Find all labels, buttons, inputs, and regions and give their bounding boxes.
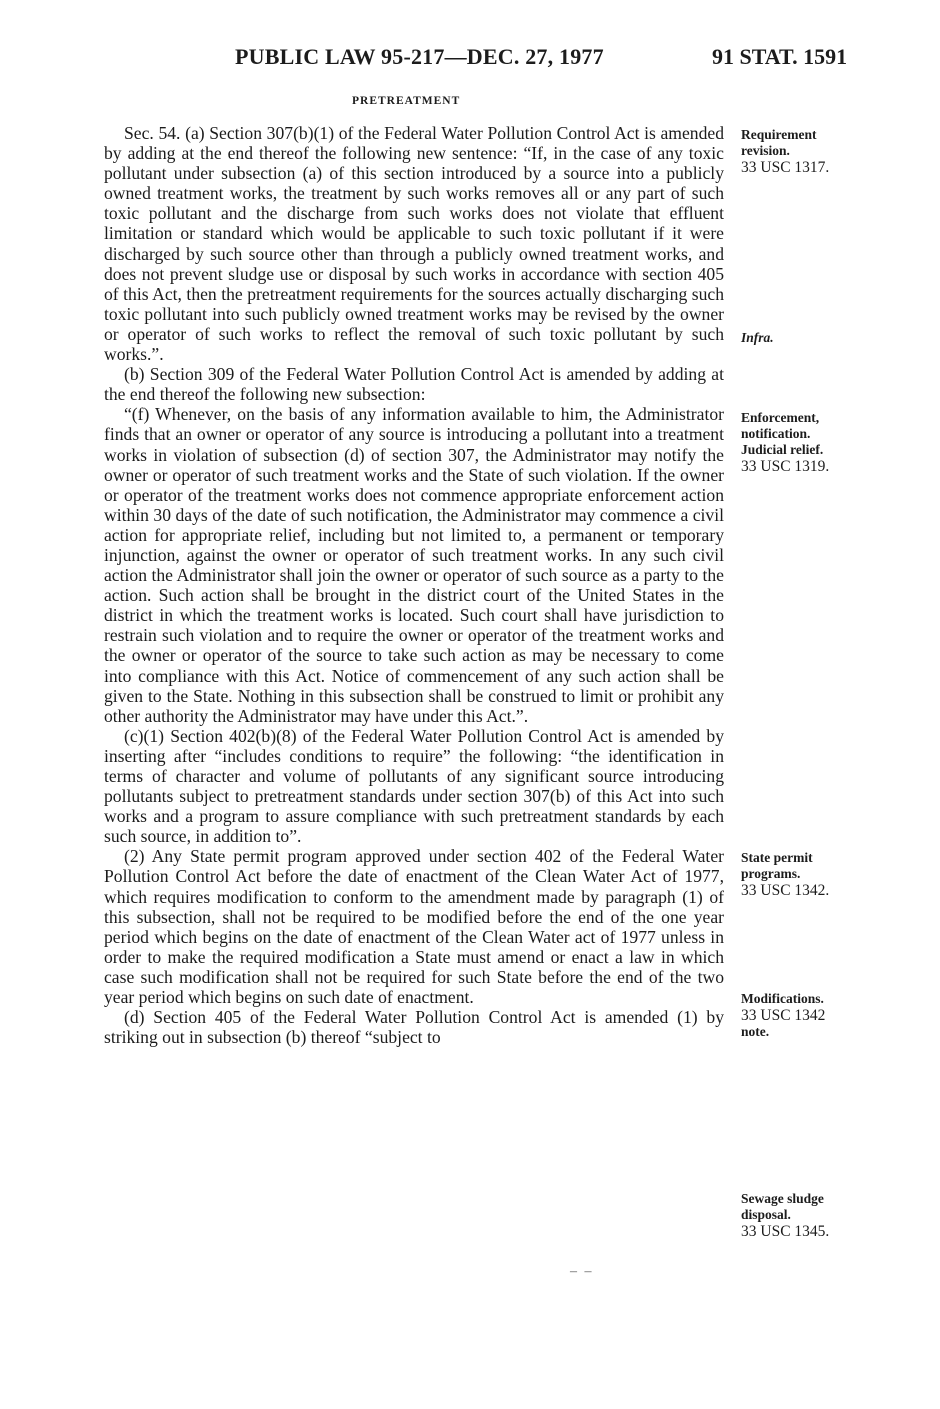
- margin-note-citation: 33 USC 1345.: [741, 1223, 830, 1240]
- margin-note-citation: 33 USC 1319.: [741, 458, 830, 475]
- margin-note-text: programs.: [741, 866, 801, 881]
- footer-mark: – –: [570, 1264, 594, 1279]
- margin-note-enforcement: [741, 410, 931, 475]
- paragraph-d: (d) Section 405 of the Federal Water Pollution Control Act is amended (1) by striking out in subsection (b) thereof “subject to: [104, 1007, 724, 1048]
- paragraph-f-quoted: “(f) Whenever, on the basis of any information available to him, the Administrator finds that an owner or operator of any source is introducing a pollutant into a treatment works in violation of subsection (d) of section 307, the Administrator may notify the owner or operator of such treatment works and the State of such violation. If the owner or operator of the treatment works does not commence appropriate enforcement action within 30 days of the date of such notification, the Administrator may commence a civil action for appropriate relief, including but not limited to, a permanent or temporary injunction, against the owner or operator of such treatment works. In any such civil action the Administrator shall join the owner or operator of such source as a party to the action. Such action shall be brought in the district court of the United States in the district in which the treatment works is located. Such court shall have jurisdiction to restrain such violation and to require the owner or operator of the treatment works and the owner or operator of the source to take such action as may be necessary to come into compliance with this Act. Notice of commencement of any such action shall be given to the State. Nothing in this subsection shall be construed to limit or prohibit any other authority the Administrator may have under this Act.”.: [104, 404, 724, 726]
- margin-note-text: notification.: [741, 426, 811, 441]
- margin-note-text: disposal.: [741, 1207, 791, 1222]
- paragraph-sec54-a: Sec. 54. (a) Section 307(b)(1) of the Federal Water Pollution Control Act is amended by adding at the end thereof the following new sentence: “If, in the case of any toxic pollutant under subsection (a) of this section introduced by a source into a publicly owned treatment works, the treatment by such works removes all or any part of such toxic pollutant and the discharge from such works does not violate that effluent limitation or standard which would be applicable to such toxic pollutant if it were discharged by such source other than through a publicly owned treatment works, and does not prevent sludge use or disposal by such works in accordance with section 405 of this Act, then the pretreatment requirements for the sources actually discharging such toxic pollutant into such publicly owned treatment works may be revised by the owner or operator of such works to reflect the removal of such toxic pollutant by such works.”.: [104, 123, 724, 365]
- margin-note-text: Infra.: [741, 330, 774, 345]
- margin-note-infra: [741, 330, 931, 346]
- margin-note-text: Judicial relief.: [741, 442, 824, 457]
- margin-note-text: note.: [741, 1024, 770, 1039]
- statute-page-number: 91 STAT. 1591: [712, 44, 848, 69]
- statute-body: [104, 123, 724, 1047]
- paragraph-b: (b) Section 309 of the Federal Water Pollution Control Act is amended by adding at the end thereof the following new subsection:: [104, 364, 724, 405]
- section-heading: PRETREATMENT: [352, 95, 461, 107]
- margin-note-text: revision.: [741, 143, 790, 158]
- margin-note-text: Requirement: [741, 127, 817, 142]
- margin-note-requirement-revision: [741, 127, 931, 176]
- margin-note-citation: 33 USC 1342.: [741, 882, 830, 899]
- paragraph-c2: (2) Any State permit program approved under section 402 of the Federal Water Pollution Control Act before the date of enactment of the Clean Water Act of 1977, which requires modification to conform to the amendment made by paragraph (1) of this subsection, shall not be required to be modified before the end of the one year period which begins on the date of enactment of the Clean Water act of 1977 unless in order to make the required modification a State must amend or enact a law in which case such modification shall not be required for such State before the end of the two year period which begins on such date of enactment.: [104, 846, 724, 1008]
- running-header-title: PUBLIC LAW 95-217—DEC. 27, 1977: [235, 44, 604, 69]
- margin-note-text: Sewage sludge: [741, 1191, 824, 1206]
- paragraph-c1: (c)(1) Section 402(b)(8) of the Federal Water Pollution Control Act is amended by inserting after “includes conditions to require” the following: “the identification in terms of character and volume of pollutants of any significant source introducing pollutants subject to pretreatment standards under section 307(b) of this Act into such works and a program to assure compliance with such pretreatment standards by each such source, in addition to”.: [104, 725, 724, 847]
- margin-note-citation: 33 USC 1342: [741, 1007, 826, 1024]
- margin-note-sewage-sludge: [741, 1191, 931, 1240]
- margin-note-modifications: [741, 991, 931, 1040]
- margin-note-text: State permit: [741, 850, 813, 865]
- margin-note-text: Enforcement,: [741, 410, 820, 425]
- margin-note-text: Modifications.: [741, 991, 824, 1006]
- margin-note-state-permit: [741, 850, 931, 899]
- margin-note-citation: 33 USC 1317.: [741, 159, 830, 176]
